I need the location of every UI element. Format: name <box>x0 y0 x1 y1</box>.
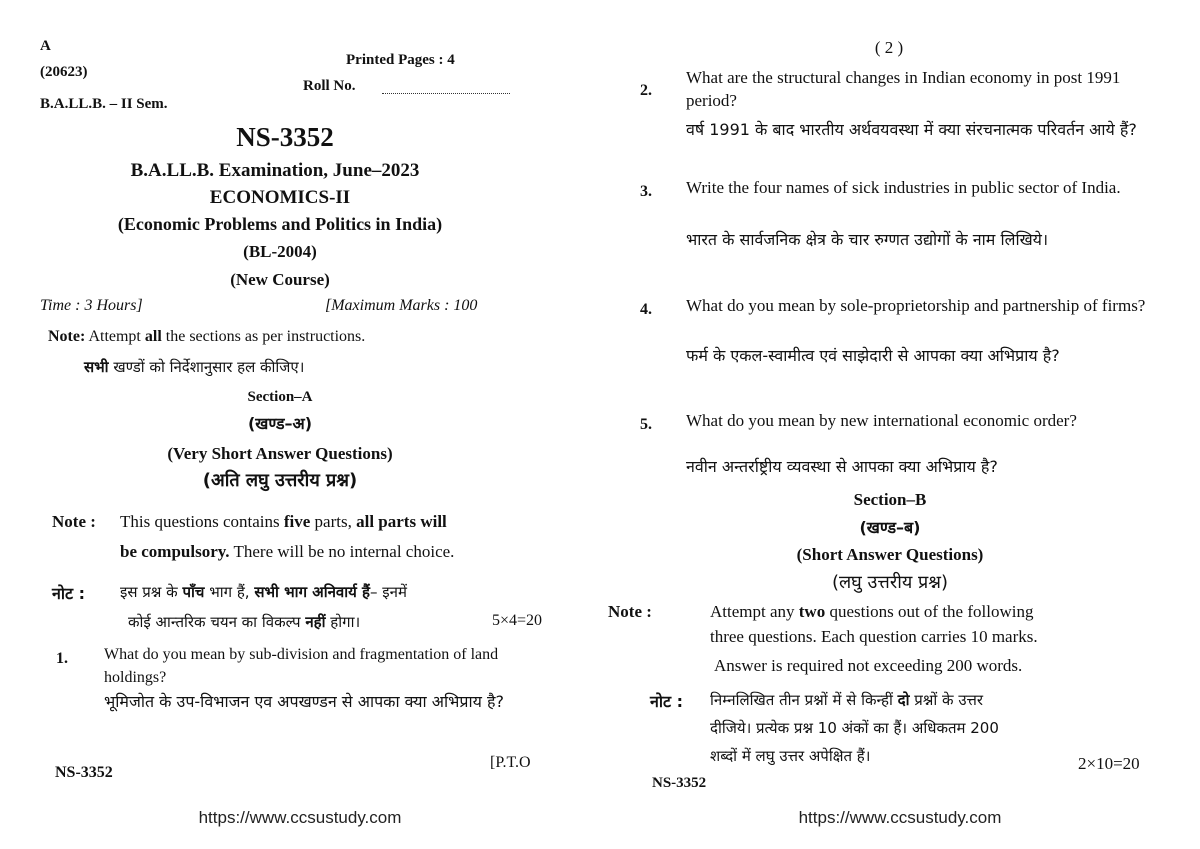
note-b-line3: Answer is required not exceeding 200 words. <box>714 656 1023 675</box>
section-a-marks: 5×4=20 <box>492 612 543 629</box>
note-hindi <box>84 357 304 377</box>
note2-hindi-text-end: – इनमें <box>370 583 407 601</box>
note-b-hindi-bold: दो <box>897 691 910 709</box>
note-b-hindi-label: नोट : <box>650 692 684 711</box>
question-4-hindi: फर्म के एकल-स्वामीत्व एवं साझेदारी से आपका क्या अभिप्राय है? <box>686 346 1060 365</box>
course-code: (BL-2004) <box>243 242 317 261</box>
question-4-english: What do you mean by sole-proprietorship and partnership of firms? <box>686 296 1146 315</box>
footer-paper-code: NS-3352 <box>652 775 707 791</box>
note-hindi-bold: सभी <box>84 358 109 376</box>
question-1-hindi: भूमिजोत के उप-विभाजन एव अपखण्डन से आपका क्या अभिप्राय है? <box>104 692 504 711</box>
note-b-line1 <box>710 602 1033 622</box>
section-b-type: (Short Answer Questions) <box>796 545 984 564</box>
question-5-hindi: नवीन अन्तर्राष्ट्रीय व्यवस्था से आपका क्या अभिप्राय है? <box>686 457 998 476</box>
footer-paper-code: NS-3352 <box>55 764 113 781</box>
note2-bold2: all parts will <box>356 512 447 531</box>
section-a-type-hindi: (अति लघु उत्तरीय प्रश्न) <box>202 470 358 491</box>
note-text-end: the sections as per instructions. <box>161 328 366 345</box>
printed-pages: Printed Pages : 4 <box>346 52 455 68</box>
question-3-number: 3. <box>640 183 652 200</box>
paper-code: (20623) <box>40 64 88 80</box>
note2-label: Note : <box>52 512 96 531</box>
note2-hindi-bold3: नहीं <box>305 613 326 631</box>
note-instructions <box>48 328 365 346</box>
note-b-hindi-text: निम्नलिखित तीन प्रश्नों में से किन्हीं <box>710 691 898 709</box>
note2-hindi-line1 <box>120 582 407 602</box>
maximum-marks: [Maximum Marks : 100 <box>325 297 478 314</box>
series-code: A <box>40 38 51 54</box>
roll-no-label: Roll No. <box>303 78 356 94</box>
right-page <box>600 0 1200 849</box>
exam-title: B.A.LL.B. Examination, June–2023 <box>130 160 420 181</box>
question-2-english: What are the structural changes in Indian economy in post 1991 period? <box>686 68 1121 110</box>
note-b-hindi-text-end: प्रश्नों के उत्तर <box>909 691 984 709</box>
section-a-title: Section–A <box>247 389 313 405</box>
time-allowed: Time : 3 Hours] <box>40 297 143 314</box>
note2-hindi-text-mid: भाग हैं, <box>204 583 255 601</box>
roll-no-line <box>382 93 510 94</box>
footer-url[interactable]: https://www.ccsustudy.com <box>198 808 402 827</box>
question-4-number: 4. <box>640 301 652 318</box>
footer-url[interactable]: https://www.ccsustudy.com <box>798 808 1002 827</box>
course-type: (New Course) <box>230 270 330 289</box>
note2-text-mid: parts, <box>310 512 357 531</box>
question-2-number: 2. <box>640 82 652 99</box>
note-b-text-end: questions out of the following <box>825 602 1034 621</box>
question-1-number: 1. <box>56 650 68 667</box>
note2-bold: five <box>283 512 311 531</box>
section-b-marks: 2×10=20 <box>1078 754 1140 773</box>
page-number: ( 2 ) <box>874 38 904 57</box>
note2-hindi-text: इस प्रश्न के <box>120 583 183 601</box>
note-b-text: Attempt any <box>710 602 799 621</box>
note-b-label: Note : <box>608 602 652 621</box>
please-turn-over: [P.T.O <box>490 754 531 771</box>
note-text: Attempt <box>88 328 145 345</box>
note2-hindi-line2 <box>128 612 360 632</box>
question-3-hindi: भारत के सार्वजनिक क्षेत्र के चार रुग्णत उद्योगों के नाम लिखिये। <box>686 230 1049 249</box>
note-label: Note: <box>48 328 86 345</box>
note-bold: all <box>144 328 162 345</box>
question-3-english: Write the four names of sick industries in public sector of India. <box>686 178 1121 197</box>
note2-bold3: be compulsory. <box>120 542 230 561</box>
paper-subtitle: (Economic Problems and Politics in India) <box>117 214 443 234</box>
section-a-type: (Very Short Answer Questions) <box>167 444 393 463</box>
note2-hindi-text2: कोई आन्तरिक चयन का विकल्प <box>128 613 306 631</box>
section-a-hindi: (खण्ड–अ) <box>247 414 313 433</box>
note-b-hindi-line3: शब्दों में लघु उत्तर अपेक्षित हैं। <box>710 747 871 765</box>
section-b-type-hindi: (लघु उत्तरीय प्रश्न) <box>831 572 949 593</box>
note2-text: This questions contains <box>120 512 284 531</box>
note-hindi-text: खण्डों को निर्देशानुसार हल कीजिए। <box>108 358 305 376</box>
note2-line1 <box>120 512 447 532</box>
note-b-hindi-line1 <box>710 690 983 710</box>
section-b-title: Section–B <box>853 490 927 509</box>
note2-hindi-bold: पाँच <box>182 583 205 601</box>
note2-text-end: There will be no internal choice. <box>229 542 455 561</box>
question-1-english: What do you mean by sub-division and fragmentation of land holdings? <box>104 646 499 686</box>
question-5-number: 5. <box>640 416 652 433</box>
section-b-hindi: (खण्ड–ब) <box>859 518 921 537</box>
note2-hindi-label: नोट : <box>52 584 86 603</box>
note2-line2 <box>120 542 454 562</box>
note-b-line2: three questions. Each question carries 10 marks. <box>710 627 1038 646</box>
note2-hindi-text3: होगा। <box>325 613 361 631</box>
note-b-hindi-line2: दीजिये। प्रत्येक प्रश्न 10 अंकों का हैं। अधिकतम 200 <box>710 719 999 737</box>
note2-hindi-bold2: सभी भाग अनिवार्य हैं <box>254 583 371 601</box>
note-b-bold: two <box>798 602 826 621</box>
question-5-english: What do you mean by new international economic order? <box>686 411 1077 430</box>
question-2-hindi: वर्ष 1991 के बाद भारतीय अर्थवयवस्था में क्या संरचनात्मक परिवर्तन आये हैं? <box>686 120 1137 139</box>
subject: ECONOMICS-II <box>209 187 351 208</box>
paper-number-title: NS-3352 <box>236 122 334 152</box>
semester: B.A.LL.B. – II Sem. <box>40 96 168 112</box>
